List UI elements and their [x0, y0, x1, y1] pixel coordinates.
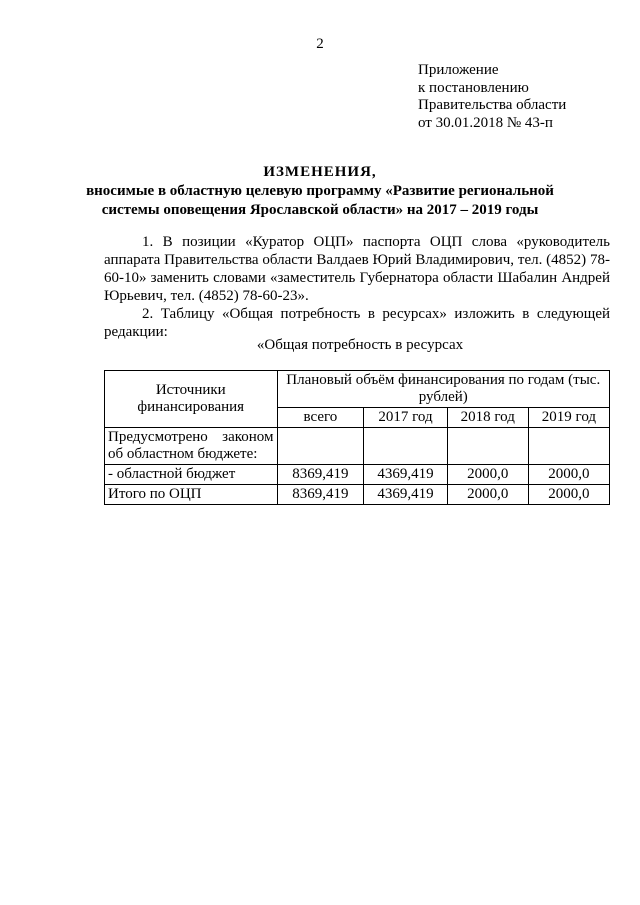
row-label: - областной бюджет — [105, 465, 278, 485]
cell-2017 — [364, 428, 447, 465]
page-number: 2 — [316, 36, 324, 52]
header-2018: 2018 год — [447, 408, 528, 428]
appendix-date: от 30.01.2018 № 43-п — [418, 114, 553, 131]
paragraph-2: 2. Таблицу «Общая потребность в ресурсах» изложить в следующей редакции: — [104, 306, 610, 340]
table-row — [105, 428, 610, 465]
header-financing: Плановый объём финансирования по годам (тыс. рублей) — [277, 371, 610, 408]
appendix-block — [418, 62, 566, 132]
cell-2017: 4369,419 — [364, 485, 447, 505]
cell-2019 — [528, 428, 609, 465]
cell-total: 8369,419 — [277, 485, 364, 505]
header-sources: Источники финансирования — [105, 371, 278, 428]
document-subtitle: системы оповещения Ярославской области» на 2017 – 2019 годы — [101, 202, 539, 218]
table-caption: «Общая потребность в ресурсах — [256, 337, 464, 353]
row-label: Предусмотрено законом об областном бюджете: — [105, 428, 278, 465]
header-2017: 2017 год — [364, 408, 447, 428]
document-subtitle: вносимые в областную целевую программу «Развитие региональной — [86, 183, 554, 199]
document-heading — [0, 163, 640, 220]
document-title: ИЗМЕНЕНИЯ, — [263, 164, 377, 180]
cell-2017: 4369,419 — [364, 465, 447, 485]
cell-2019: 2000,0 — [528, 465, 609, 485]
header-2019: 2019 год — [528, 408, 609, 428]
cell-2018: 2000,0 — [447, 485, 528, 505]
table-row — [105, 485, 610, 505]
table-row — [105, 465, 610, 485]
resources-table — [104, 370, 610, 505]
table-header-row — [105, 371, 610, 408]
paragraph-1: 1. В позиции «Куратор ОЦП» паспорта ОЦП слова «руководитель аппарата Правительства области Валдаев Юрий Владимирович, тел. (4852) 78-60-10» заменить словами «заместитель Губернатора области Шабалин Андрей Юрьевич, тел. (4852) 78-60-23». — [104, 234, 610, 304]
cell-2018: 2000,0 — [447, 465, 528, 485]
cell-total — [277, 428, 364, 465]
appendix-line: к постановлению — [418, 79, 529, 96]
cell-2018 — [447, 428, 528, 465]
appendix-line: Правительства области — [418, 97, 567, 113]
appendix-line: Приложение — [418, 62, 499, 78]
body-text — [104, 233, 610, 341]
row-label: Итого по ОЦП — [105, 485, 278, 505]
cell-2019: 2000,0 — [528, 485, 609, 505]
header-total: всего — [277, 408, 364, 428]
cell-total: 8369,419 — [277, 465, 364, 485]
